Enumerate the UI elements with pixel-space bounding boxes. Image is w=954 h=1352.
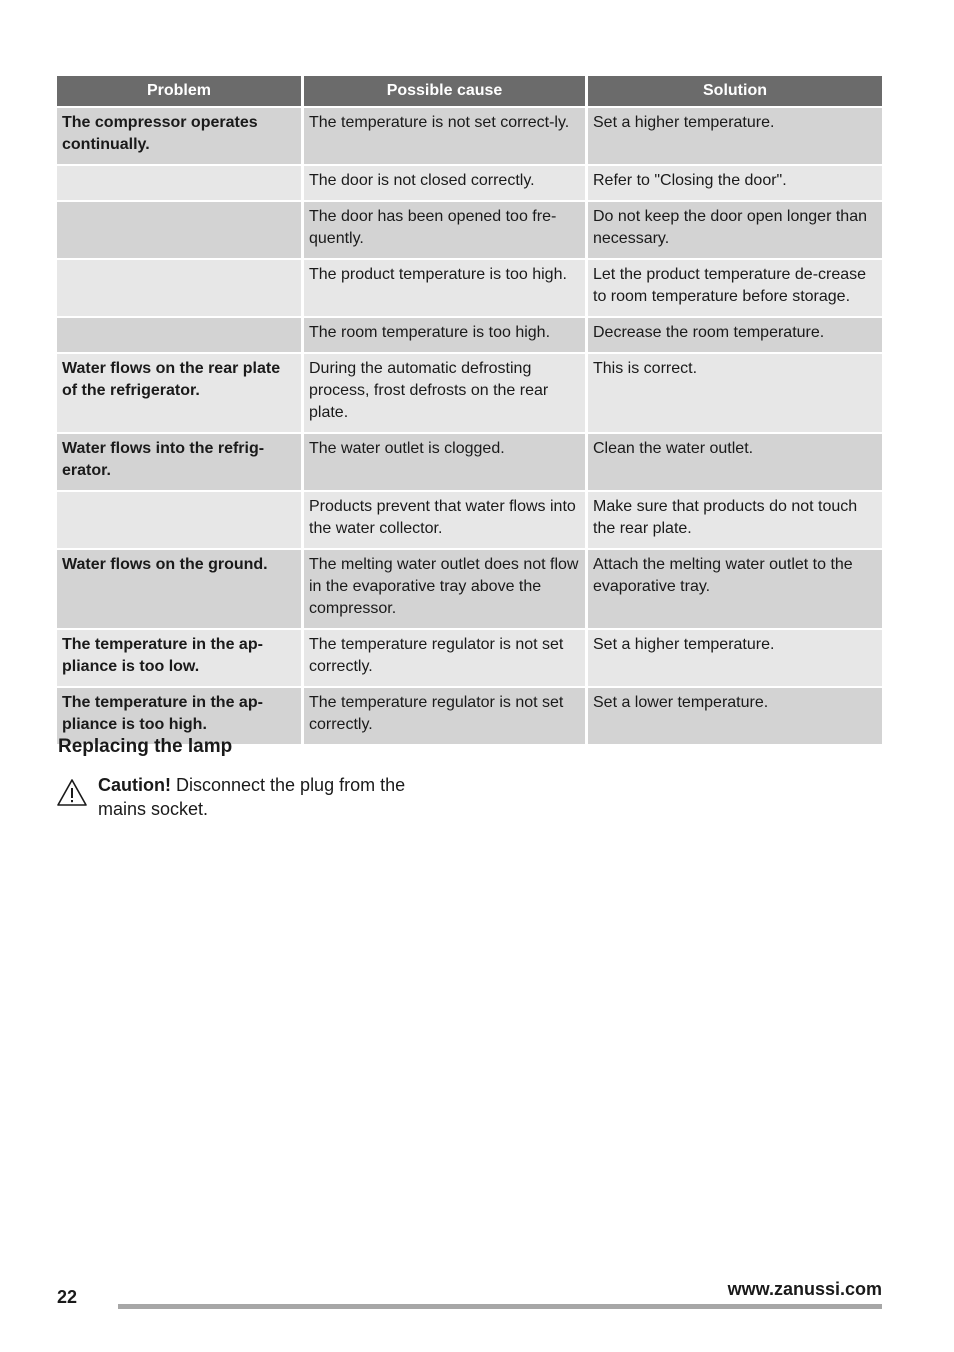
- solution-cell: Attach the melting water outlet to the evaporative tray.: [588, 550, 882, 630]
- warning-triangle-icon: [56, 777, 88, 809]
- section-heading: Replacing the lamp: [58, 736, 233, 757]
- cause-cell: The product temperature is too high.: [304, 260, 585, 318]
- solution-cell: Clean the water outlet.: [588, 434, 882, 492]
- cause-cell: The temperature regulator is not set correctly.: [304, 688, 585, 746]
- cause-cell: The room temperature is too high.: [304, 318, 585, 354]
- cause-cell: The door has been opened too fre-quently.: [304, 202, 585, 260]
- caution-text-block: [98, 773, 456, 821]
- solution-cell: Refer to "Closing the door".: [588, 166, 882, 202]
- solution-cell: Set a higher temperature.: [588, 630, 882, 688]
- problem-cell: [57, 202, 301, 260]
- problem-cell: [57, 318, 301, 354]
- table-row: [57, 202, 882, 260]
- troubleshooting-table: [54, 76, 885, 746]
- header-problem: Problem: [57, 76, 301, 108]
- solution-cell: Let the product temperature de-crease to room temperature before storage.: [588, 260, 882, 318]
- cause-cell: The temperature is not set correct-ly.: [304, 108, 585, 166]
- problem-cell: Water flows on the rear plate of the refrigerator.: [57, 354, 301, 434]
- solution-cell: Set a lower temperature.: [588, 688, 882, 746]
- caution-text: Disconnect the plug from the mains socket.: [98, 775, 406, 819]
- problem-cell: [57, 492, 301, 550]
- website-url: www.zanussi.com: [727, 1279, 882, 1299]
- solution-cell: Set a higher temperature.: [588, 108, 882, 166]
- cause-cell: The door is not closed correctly.: [304, 166, 585, 202]
- problem-cell: Water flows on the ground.: [57, 550, 301, 630]
- cause-cell: The water outlet is clogged.: [304, 434, 585, 492]
- table-row: [57, 630, 882, 688]
- table-row: [57, 108, 882, 166]
- table-header-row: [57, 76, 882, 108]
- cause-cell: The melting water outlet does not flow in the evaporative tray above the compressor.: [304, 550, 585, 630]
- table-row: [57, 260, 882, 318]
- problem-cell: Water flows into the refrig-erator.: [57, 434, 301, 492]
- problem-cell: The compressor operates continually.: [57, 108, 301, 166]
- problem-cell: [57, 260, 301, 318]
- table-row: [57, 318, 882, 354]
- header-possible-cause: Possible cause: [304, 76, 585, 108]
- caution-notice: [56, 773, 456, 821]
- cause-cell: During the automatic defrosting process, frost defrosts on the rear plate.: [304, 354, 585, 434]
- table-row: [57, 492, 882, 550]
- table-row: [57, 550, 882, 630]
- table-row: [57, 354, 882, 434]
- table-row: [57, 166, 882, 202]
- page-number: 22: [57, 1287, 78, 1307]
- cause-cell: Products prevent that water flows into the water collector.: [304, 492, 585, 550]
- solution-cell: This is correct.: [588, 354, 882, 434]
- header-solution: Solution: [588, 76, 882, 108]
- solution-cell: Make sure that products do not touch the rear plate.: [588, 492, 882, 550]
- solution-cell: Do not keep the door open longer than necessary.: [588, 202, 882, 260]
- caution-label: Caution!: [98, 775, 171, 795]
- table-row: [57, 434, 882, 492]
- solution-cell: Decrease the room temperature.: [588, 318, 882, 354]
- cause-cell: The temperature regulator is not set correctly.: [304, 630, 585, 688]
- footer-rule: [118, 1304, 882, 1309]
- problem-cell: The temperature in the ap-pliance is too high.: [57, 688, 301, 746]
- problem-cell: [57, 166, 301, 202]
- problem-cell: The temperature in the ap-pliance is too low.: [57, 630, 301, 688]
